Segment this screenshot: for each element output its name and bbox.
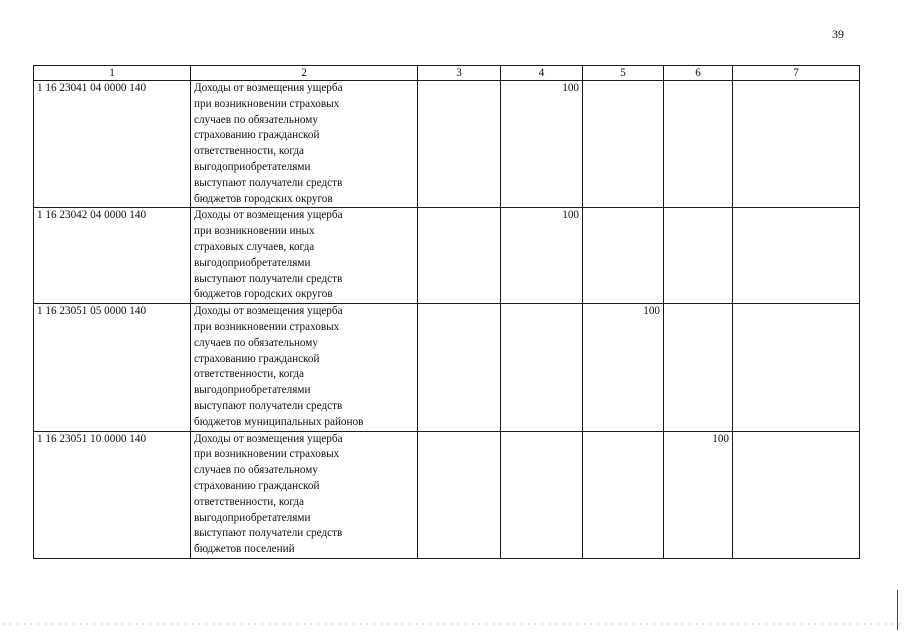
- description-line: страхованию гражданской: [194, 479, 320, 492]
- description-line: случаев по обязательному: [194, 336, 318, 349]
- description-line: ответственности, когда: [194, 495, 305, 508]
- table-row: [34, 81, 860, 208]
- scan-edge-mark: [897, 590, 898, 630]
- value-cell-col-6: 100: [664, 431, 733, 558]
- column-header: 2: [191, 66, 418, 81]
- description-line: бюджетов поселений: [194, 543, 295, 556]
- value-cell-col-6: [664, 208, 733, 304]
- value-cell-col-7: [733, 208, 860, 304]
- revenue-description: [191, 304, 418, 431]
- column-number-row: [34, 66, 860, 81]
- value-cell-col-5: [583, 431, 664, 558]
- description-line: случаев по обязательному: [194, 113, 318, 126]
- value-cell-col-5: 100: [583, 304, 664, 431]
- table-row: [34, 431, 860, 558]
- column-header: 1: [34, 66, 191, 81]
- description-line: бюджетов городских округов: [194, 288, 333, 301]
- column-header: 7: [733, 66, 860, 81]
- value-cell-col-7: [733, 81, 860, 208]
- revenue-description: [191, 431, 418, 558]
- revenue-description: [191, 81, 418, 208]
- column-header: 4: [501, 66, 583, 81]
- description-line: выгодоприобретателями: [194, 256, 311, 269]
- value-cell-col-6: [664, 81, 733, 208]
- revenue-table: [33, 65, 860, 559]
- description-line: выступают получатели средств: [194, 272, 343, 285]
- revenue-code: 1 16 23051 10 0000 140: [34, 431, 191, 558]
- value-cell-col-4: 100: [501, 81, 583, 208]
- description-line: ответственности, когда: [194, 368, 305, 381]
- description-line: бюджетов городских округов: [194, 192, 333, 205]
- value-cell-col-7: [733, 431, 860, 558]
- value-cell-col-5: [583, 81, 664, 208]
- description-line: выгодоприобретателями: [194, 384, 311, 397]
- table-row: [34, 208, 860, 304]
- description-line: выступают получатели средств: [194, 176, 343, 189]
- column-header: 3: [418, 66, 501, 81]
- value-cell-col-3: [418, 208, 501, 304]
- value-cell-col-4: [501, 431, 583, 558]
- description-line: Доходы от возмещения ущерба: [194, 432, 343, 445]
- scan-noise: [0, 622, 905, 626]
- value-cell-col-4: 100: [501, 208, 583, 304]
- page-number: 39: [832, 27, 844, 41]
- description-line: Доходы от возмещения ущерба: [194, 82, 343, 94]
- description-line: выступают получатели средств: [194, 527, 343, 540]
- value-cell-col-5: [583, 208, 664, 304]
- column-header: 5: [583, 66, 664, 81]
- value-cell-col-4: [501, 304, 583, 431]
- value-cell-col-3: [418, 304, 501, 431]
- description-line: выгодоприобретателями: [194, 160, 311, 173]
- description-line: случаев по обязательному: [194, 464, 318, 477]
- value-cell-col-7: [733, 304, 860, 431]
- description-line: выгодоприобретателями: [194, 511, 311, 524]
- description-line: страхованию гражданской: [194, 352, 320, 365]
- description-line: при возникновении страховых: [194, 448, 340, 461]
- description-line: Доходы от возмещения ущерба: [194, 305, 343, 318]
- table-row: [34, 304, 860, 431]
- description-line: при возникновении страховых: [194, 320, 340, 333]
- value-cell-col-3: [418, 81, 501, 208]
- revenue-code: 1 16 23042 04 0000 140: [34, 208, 191, 304]
- description-line: страхованию гражданской: [194, 129, 320, 142]
- description-line: страховых случаев, когда: [194, 240, 315, 253]
- description-line: при возникновении иных: [194, 225, 315, 238]
- description-line: при возникновении страховых: [194, 97, 340, 110]
- column-header: 6: [664, 66, 733, 81]
- value-cell-col-6: [664, 304, 733, 431]
- revenue-description: [191, 208, 418, 304]
- description-line: бюджетов муниципальных районов: [194, 415, 364, 428]
- description-line: Доходы от возмещения ущерба: [194, 209, 343, 222]
- description-line: выступают получатели средств: [194, 399, 343, 412]
- revenue-code: 1 16 23051 05 0000 140: [34, 304, 191, 431]
- revenue-code: 1 16 23041 04 0000 140: [34, 81, 191, 208]
- description-line: ответственности, когда: [194, 145, 305, 158]
- value-cell-col-3: [418, 431, 501, 558]
